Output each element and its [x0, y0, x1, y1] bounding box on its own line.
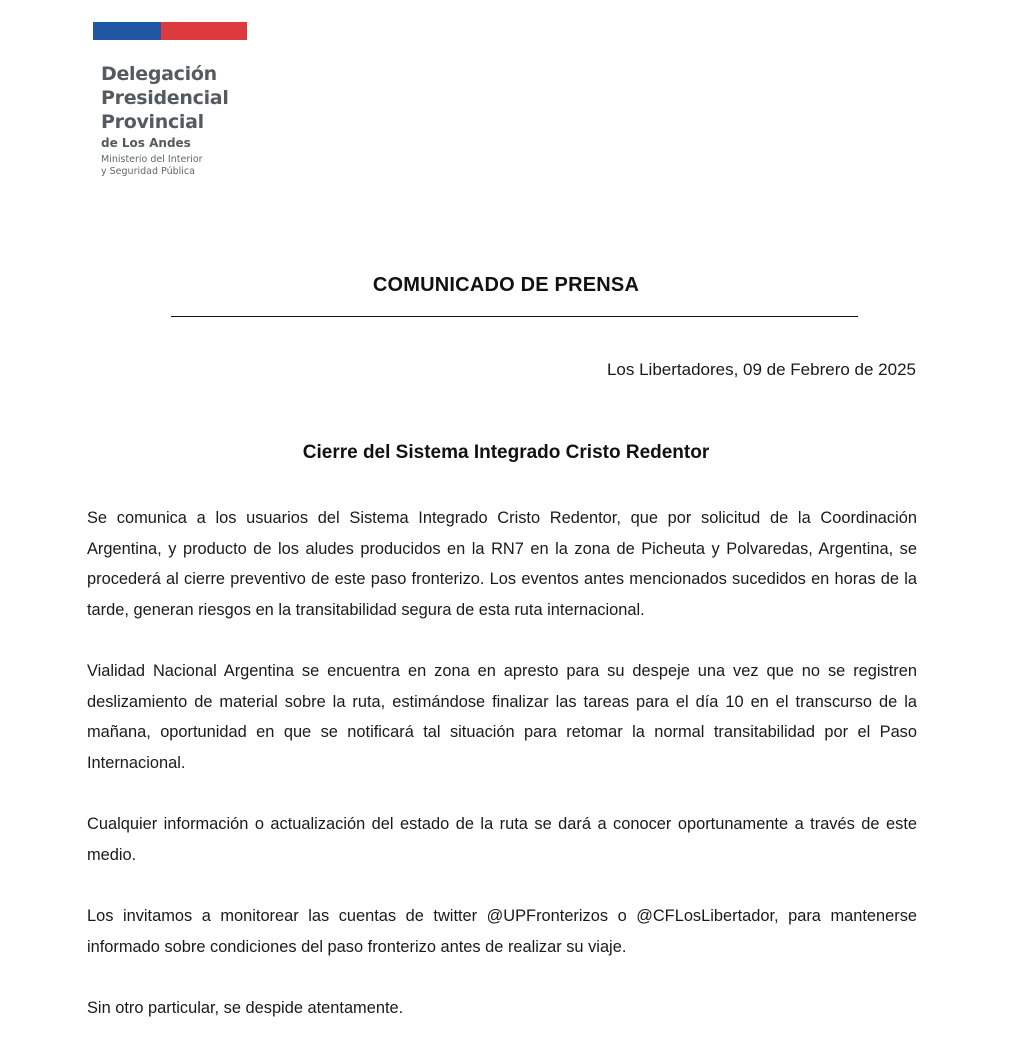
flag-blue-segment	[93, 22, 161, 40]
document-subject: Cierre del Sistema Integrado Cristo Redentor	[302, 442, 710, 463]
title-underline	[171, 316, 858, 317]
logo-line-2: Presidencial	[101, 87, 229, 109]
flag-color-bar	[93, 22, 247, 40]
body-paragraph-1: Se comunica a los usuarios del Sistema Integrado Cristo Redentor, que por solicitud de la Coordinación Argentina, y producto de los aludes producidos en la RN7 en la zona de Picheuta y Polvaredas, Argentina, se procederá al cierre preventivo de este paso fronterizo. Los eventos antes mencionados sucedidos en horas de la tarde, generan riesgos en la transitabilidad segura de esta ruta internacional.	[87, 509, 917, 619]
logo-ministry-line-1: Ministerio del Interior	[101, 154, 203, 165]
logo-line-3: Provincial	[101, 111, 204, 133]
logo-region: de Los Andes	[101, 136, 191, 150]
document-title: COMUNICADO DE PRENSA	[372, 274, 640, 296]
institution-logo	[101, 62, 229, 178]
body-paragraph-4: Los invitamos a monitorear las cuentas de twitter @UPFronterizos o @CFLosLibertador, para mantenerse informado sobre condiciones del paso fronterizo antes de realizar su viaje.	[87, 907, 917, 956]
flag-red-segment	[161, 22, 247, 40]
body-paragraph-3: Cualquier información o actualización del estado de la ruta se dará a conocer oportunamente a través de este medio.	[87, 815, 917, 864]
body-paragraph-2: Vialidad Nacional Argentina se encuentra en zona en apresto para su despeje una vez que no se registren deslizamiento de material sobre la ruta, estimándose finalizar las tareas para el día 10 en el transcurso de la mañana, oportunidad en que se notificará tal situación para retomar la normal transitabilidad por el Paso Internacional.	[87, 662, 917, 772]
closing-line: Sin otro particular, se despide atentamente.	[87, 999, 404, 1017]
document-date: Los Libertadores, 09 de Febrero de 2025	[606, 360, 916, 379]
logo-line-1: Delegación	[101, 63, 217, 85]
document-body	[87, 503, 917, 1055]
logo-ministry-line-2: y Seguridad Pública	[101, 166, 195, 177]
